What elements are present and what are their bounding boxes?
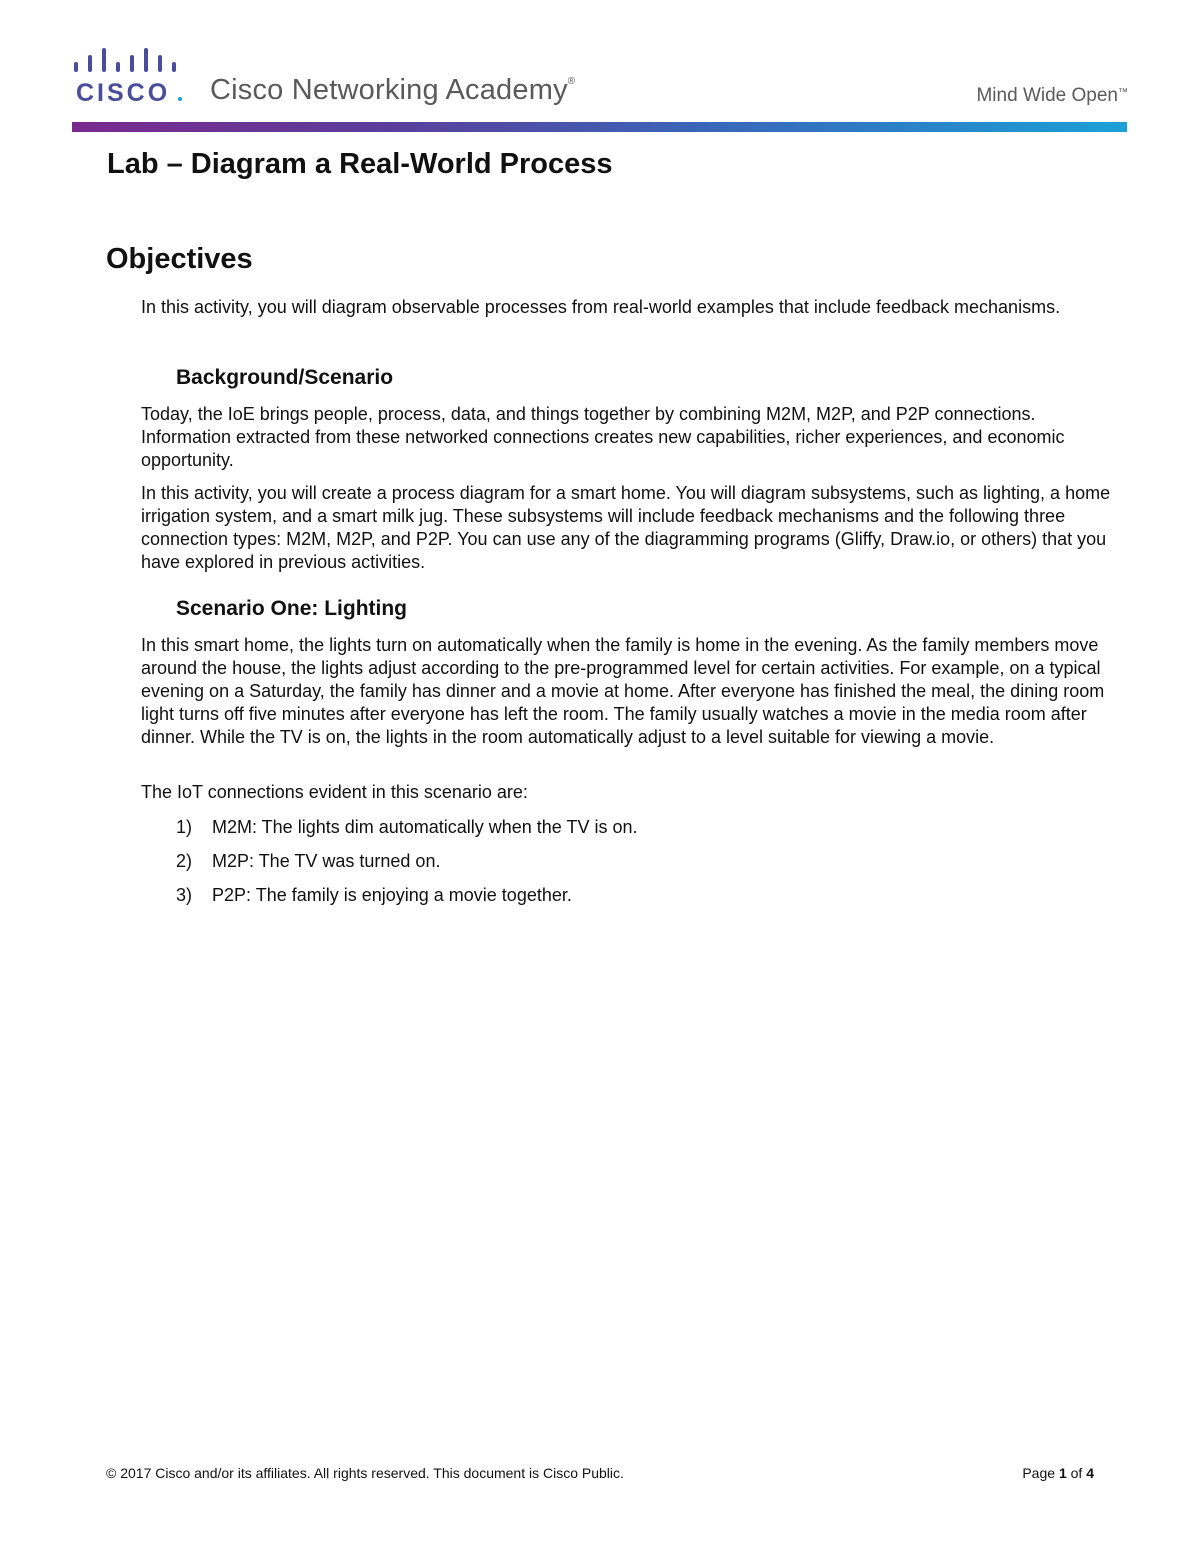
page-total: 4 [1086,1465,1094,1481]
background-paragraph-2: In this activity, you will create a process diagram for a smart home. You will diagram subsystems, such as lighting, a home irrigation system, and a smart milk jug. These subsystems will include feedback mechanisms and the following three connection types: M2M, M2P, and P2P. You can use any of the diagramming programs (Gliffy, Draw.io, or others) that you have explored in previous activities. [141,483,1111,572]
list-text: M2P: The TV was turned on. [212,851,441,871]
list-item [176,850,638,884]
scenario-one-paragraph: In this smart home, the lights turn on automatically when the family is home in the evening. As the family members move around the house, the lights adjust according to the pre-programmed level for certain activities. For example, on a typical evening on a Saturday, the family has dinner and a movie at home. After everyone has finished the meal, the dining room light turns off five minutes after everyone has left the room. The family usually watches a movie in the media room after dinner. While the TV is on, the lights in the room automatically adjust to a level suitable for viewing a movie. [141,635,1105,747]
objectives-text: In this activity, you will diagram observable processes from real-world examples that include feedback mechanisms. [141,297,1061,317]
header-gradient-bar [72,122,1127,132]
page-separator: of [1066,1465,1087,1481]
tagline [976,85,1128,107]
background-paragraph-1: Today, the IoE brings people, process, data, and things together by combining M2M, M2P, and P2P connections. Information extracted from these networked connections creates new capabilities, richer experiences, and economic opportunity. [141,404,1065,470]
academy-name [210,74,575,107]
list-item [176,816,638,850]
page-prefix: Page [1022,1465,1059,1481]
list-number: 2) [176,851,193,871]
list-text: P2P: The family is enjoying a movie together. [212,885,572,905]
cisco-wordmark: CISCO [76,79,171,106]
list-text: M2M: The lights dim automatically when the TV is on. [212,817,638,837]
tagline-text: Mind Wide Open [976,85,1118,106]
list-number: 1) [176,817,193,837]
background-heading: Background/Scenario [176,366,394,389]
footer-copyright: © 2017 Cisco and/or its affiliates. All rights reserved. This document is Cisco Public. [106,1465,624,1481]
academy-name-text: Cisco Networking Academy [210,74,568,106]
page-current: 1 [1058,1465,1067,1481]
scenario-one-heading: Scenario One: Lighting [176,597,408,620]
registered-mark: ® [567,76,576,87]
connections-intro: The IoT connections evident in this scenario are: [141,782,528,802]
connections-list [176,816,638,918]
cisco-logo [72,46,184,106]
list-item [176,884,638,918]
page-number [1022,1465,1094,1481]
cisco-bridge-logo-icon [72,46,184,106]
list-number: 3) [176,885,193,905]
trademark-mark: ™ [1118,87,1128,98]
page-title: Lab – Diagram a Real-World Process [107,148,613,180]
objectives-heading: Objectives [106,243,253,275]
